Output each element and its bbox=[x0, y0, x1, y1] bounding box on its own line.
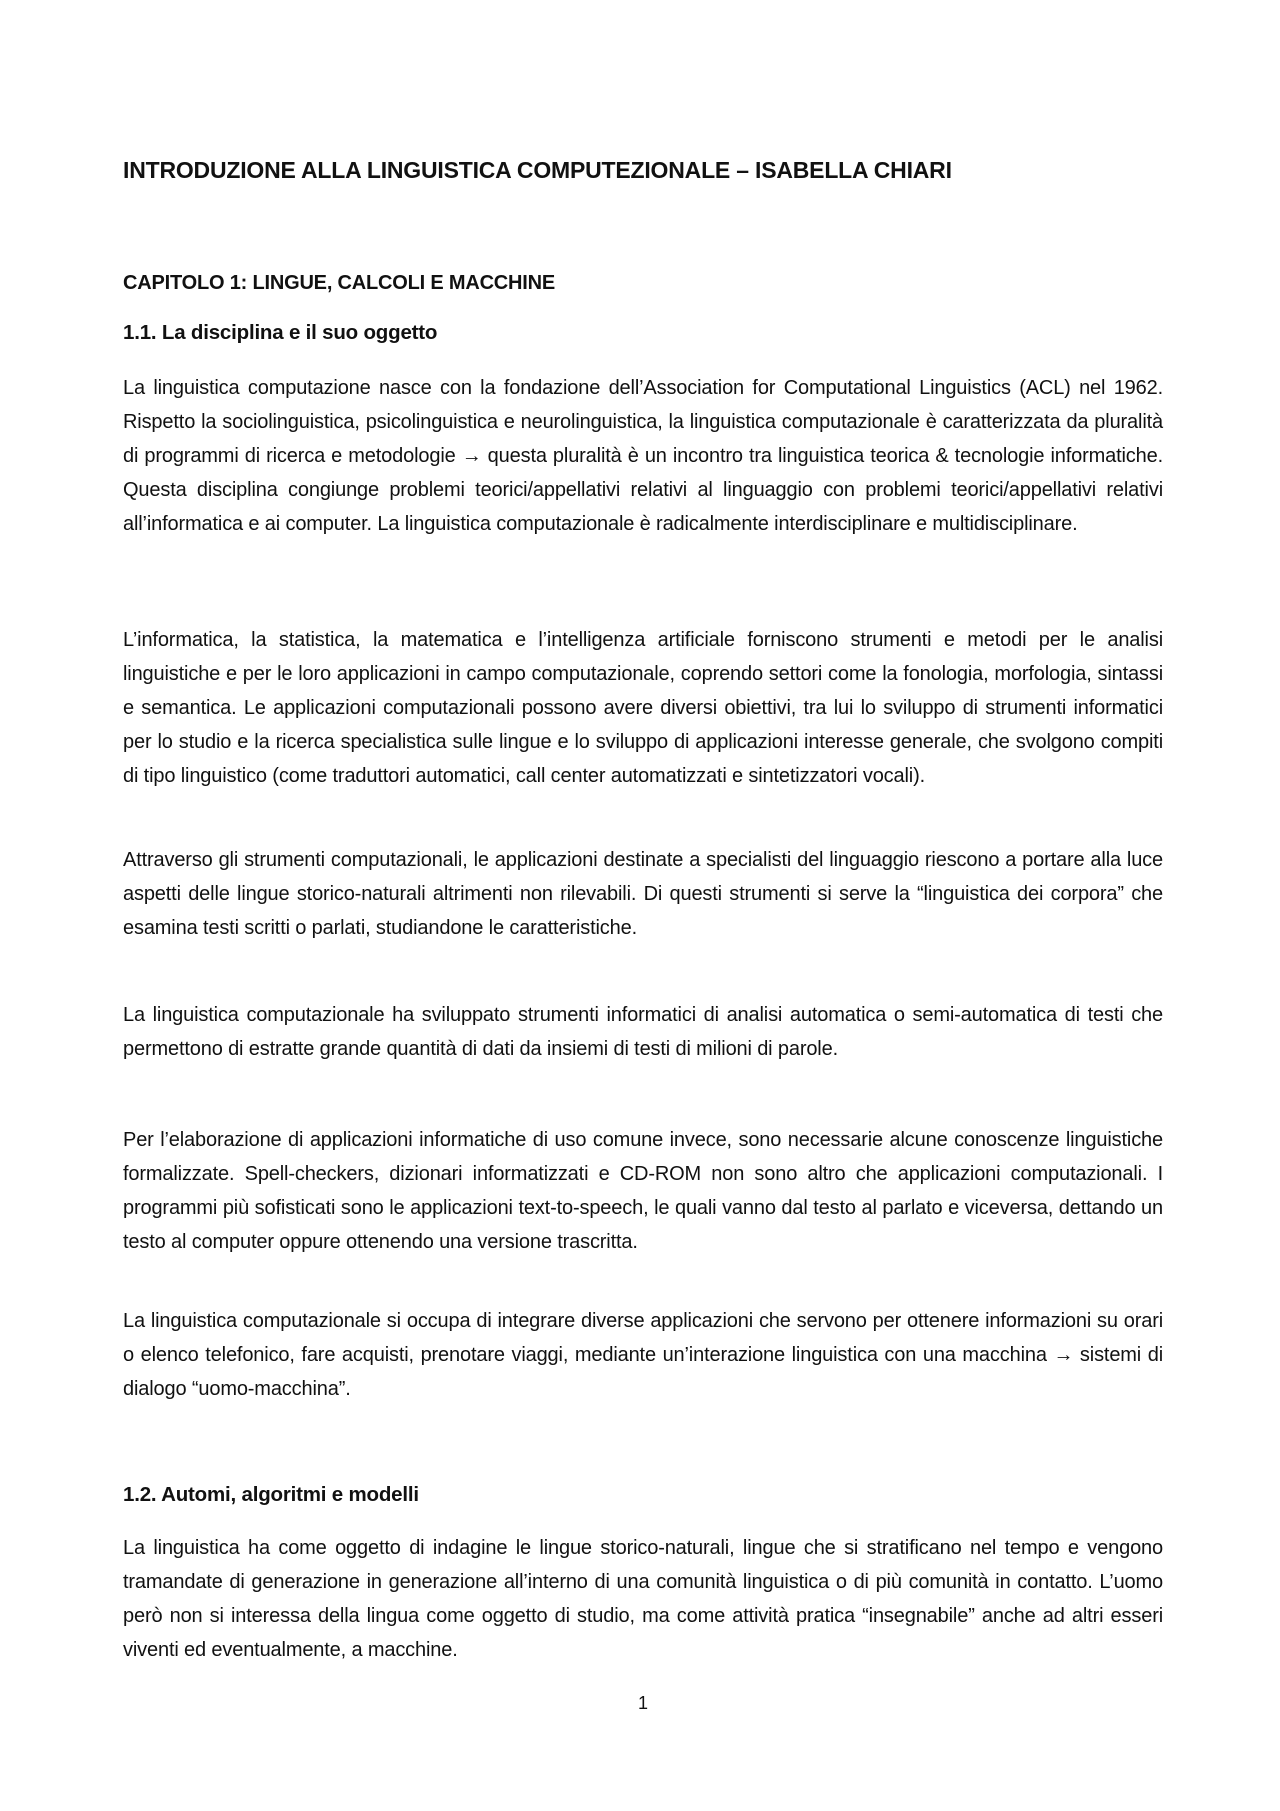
paragraph: La linguistica ha come oggetto di indagine le lingue storico-naturali, lingue che si stratificano nel tempo e vengono tramandate di generazione in generazione all’interno di una comunità linguistica o di più comunità in contatto. L’uomo però non si interessa della lingua come oggetto di studio, ma come attività pratica “insegnabile” anche ad altri esseri viventi ed eventualmente, a macchine. bbox=[123, 1537, 1163, 1661]
section-heading-1-2: 1.2. Automi, algoritmi e modelli bbox=[123, 1483, 419, 1506]
paragraph: La linguistica computazione nasce con la fondazione dell’Association for Computational Linguistics (ACL) nel 1962. Rispetto la sociolinguistica, psicolinguistica e neurolinguistica, la linguistica computazionale è caratterizzata da pluralità di programmi di ricerca e metodologie → questa pluralità è un incontro tra linguistica teorica & tecnologie informatiche. Questa disciplina congiunge problemi teorici/appellativi relativi al linguaggio con problemi teorici/appellativi relativi all’informatica e ai computer. La linguistica computazionale è radicalmente interdisciplinare e multidisciplinare. bbox=[123, 377, 1163, 535]
paragraph: L’informatica, la statistica, la matematica e l’intelligenza artificiale forniscono strumenti e metodi per le analisi linguistiche e per le loro applicazioni in campo computazionale, coprendo settori come la fonologia, morfologia, sintassi e semantica. Le applicazioni computazionali possono avere diversi obiettivi, tra lui lo sviluppo di strumenti informatici per lo studio e la ricerca specialistica sulle lingue e lo sviluppo di applicazioni interesse generale, che svolgono compiti di tipo linguistico (come traduttori automatici, call center automatizzati e sintetizzatori vocali). bbox=[123, 629, 1163, 787]
paragraph: La linguistica computazionale ha sviluppato strumenti informatici di analisi automatica o semi-automatica di testi che permettono di estratte grande quantità di dati da insiemi di testi di milioni di parole. bbox=[123, 1004, 1163, 1060]
paragraph: Per l’elaborazione di applicazioni informatiche di uso comune invece, sono necessarie alcune conoscenze linguistiche formalizzate. Spell-checkers, dizionari informatizzati e CD-ROM non sono altro che applicazioni computazionali. I programmi più sofisticati sono le applicazioni text-to-speech, le quali vanno dal testo al parlato e viceversa, dettando un testo al computer oppure ottenendo una versione trascritta. bbox=[123, 1129, 1163, 1253]
document-title: INTRODUZIONE ALLA LINGUISTICA COMPUTEZIONALE – ISABELLA CHIARI bbox=[123, 157, 952, 183]
page-number: 1 bbox=[637, 1693, 648, 1713]
section-heading-1-1: 1.1. La disciplina e il suo oggetto bbox=[123, 321, 438, 344]
paragraph: La linguistica computazionale si occupa di integrare diverse applicazioni che servono per ottenere informazioni su orari o elenco telefonico, fare acquisti, prenotare viaggi, mediante un’interazione linguistica con una macchina → sistemi di dialogo “uomo-macchina”. bbox=[123, 1310, 1163, 1400]
chapter-heading: CAPITOLO 1: LINGUE, CALCOLI E MACCHINE bbox=[123, 272, 556, 294]
paragraph: Attraverso gli strumenti computazionali, le applicazioni destinate a specialisti del linguaggio riescono a portare alla luce aspetti delle lingue storico-naturali altrimenti non rilevabili. Di questi strumenti si serve la “linguistica dei corpora” che esamina testi scritti o parlati, studiandone le caratteristiche. bbox=[123, 849, 1163, 939]
